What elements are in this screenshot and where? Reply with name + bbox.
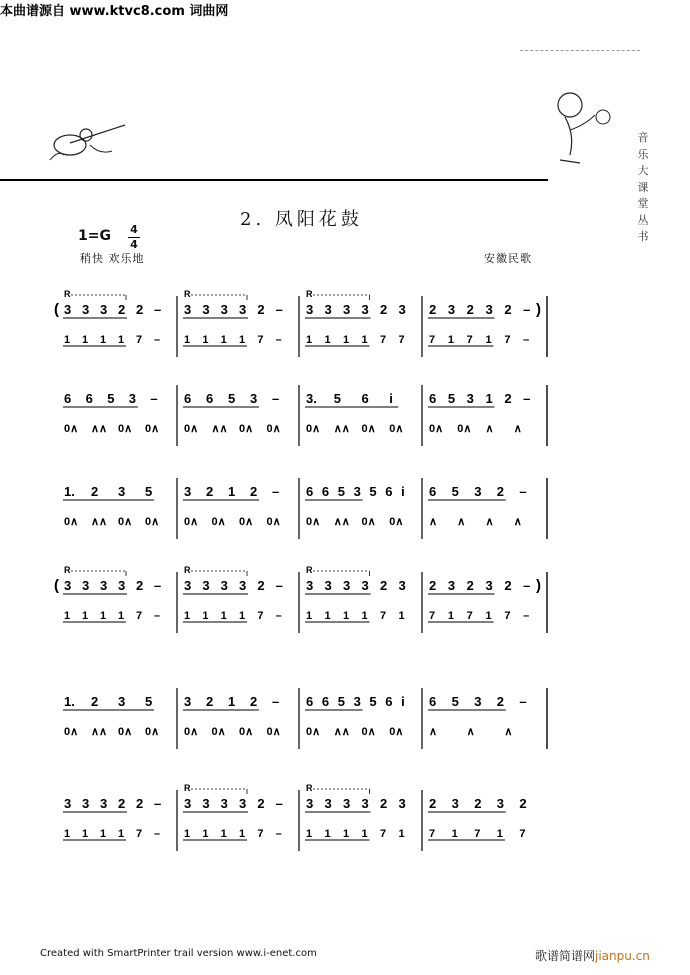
melody-note: – — [275, 302, 283, 317]
melody-note: 2 — [250, 694, 258, 709]
melody-note: 2 — [466, 302, 474, 317]
accomp-note: 0∧ — [389, 726, 404, 738]
melody-note: 3 — [474, 694, 482, 709]
accomp-note: – — [154, 828, 161, 840]
accomp-note: 1 — [100, 334, 107, 346]
melody-note: 6 — [361, 391, 369, 406]
accomp-note: ∧ — [466, 726, 475, 738]
accomp-note: 0∧ — [211, 726, 226, 738]
accomp-note: 1 — [447, 610, 454, 622]
melody-note: 6 — [385, 694, 393, 709]
accomp-note: 0∧ — [239, 516, 254, 528]
melody-note: 3 — [118, 694, 126, 709]
melody-note: 3 — [361, 578, 369, 593]
melody-note: – — [154, 302, 162, 317]
melody-note: 3 — [474, 484, 482, 499]
melody-note: 2 — [496, 484, 505, 499]
accomp-note: 1 — [239, 828, 246, 840]
melody-note: 3 — [184, 302, 192, 317]
melody-note: 3 — [239, 578, 247, 593]
accomp-note: – — [275, 828, 282, 840]
accomp-note: 0∧ — [429, 423, 444, 435]
r-label: R — [306, 289, 313, 299]
melody-note: 2 — [136, 578, 144, 593]
accomp-note: – — [523, 610, 530, 622]
melody-note: 3 — [343, 578, 351, 593]
accomp-note: ∧ — [429, 726, 438, 738]
melody-note: 6 — [321, 484, 330, 499]
melody-note: 5 — [447, 391, 456, 406]
melody-note: 3 — [250, 391, 258, 406]
melody-note: 2 — [257, 578, 265, 593]
melody-note: 2 — [466, 578, 474, 593]
melody-note: i — [401, 484, 405, 499]
melody-note: 6 — [321, 694, 330, 709]
melody-note: 3 — [82, 302, 90, 317]
accomp-note: 0∧ — [389, 423, 404, 435]
melody-note: 3 — [118, 484, 126, 499]
melody-note: 5 — [333, 391, 341, 406]
melody-note: 3. — [306, 391, 317, 406]
accomp-note: 1 — [451, 828, 458, 840]
accomp-note: 1 — [239, 334, 246, 346]
melody-note: 3 — [100, 796, 108, 811]
melody-note: 3 — [324, 578, 332, 593]
accomp-note: 1 — [361, 334, 368, 346]
accomp-note: 0∧ — [457, 423, 472, 435]
footer-credit: Created with SmartPrinter trail version www.i-enet.com — [40, 948, 317, 959]
accomp-note: – — [154, 610, 161, 622]
accomp-note: ∧ — [457, 516, 466, 528]
melody-note: 2 — [136, 796, 144, 811]
accomp-note: 0∧ — [306, 423, 321, 435]
accomp-note: 7 — [429, 334, 436, 346]
melody-note: 2 — [380, 796, 388, 811]
melody-note: 3 — [239, 302, 247, 317]
melody-note: – — [150, 391, 158, 406]
melody-note: 3 — [306, 302, 314, 317]
accomp-note: ∧ — [485, 516, 494, 528]
melody-note: 5 — [451, 694, 459, 709]
accomp-note: 1 — [361, 610, 368, 622]
melody-note: 1 — [485, 391, 493, 406]
accomp-note: 1 — [184, 610, 191, 622]
watermark-domain: jianpu.cn — [595, 949, 650, 963]
melody-note: 5 — [107, 391, 115, 406]
melody-note: 3 — [202, 796, 210, 811]
melody-note: 3 — [466, 391, 474, 406]
accomp-note: 7 — [398, 334, 405, 346]
accomp-note: 0∧ — [64, 423, 79, 435]
melody-note: 6 — [64, 391, 72, 406]
melody-note: 3 — [202, 578, 210, 593]
melody-note: 5 — [228, 391, 236, 406]
accomp-note: 7 — [136, 828, 143, 840]
accomp-note: ∧∧ — [333, 726, 350, 738]
accomp-note: 0∧ — [64, 726, 79, 738]
accomp-note: 1 — [343, 334, 350, 346]
melody-note: 3 — [485, 302, 493, 317]
repeat-open-bracket: ( — [54, 301, 59, 318]
melody-note: 3 — [485, 578, 493, 593]
time-signature-bottom: 4 — [130, 238, 138, 251]
melody-note: 3 — [447, 578, 456, 593]
accomp-note: ∧∧ — [91, 516, 108, 528]
melody-note: – — [154, 796, 162, 811]
watermark-prefix: 歌谱简谱网 — [535, 949, 596, 963]
melody-note: 5 — [369, 694, 377, 709]
accomp-note: 1 — [82, 610, 89, 622]
melody-note: – — [272, 484, 280, 499]
accomp-note: 0∧ — [145, 726, 160, 738]
accomp-note: 1 — [306, 334, 313, 346]
melody-note: 1 — [228, 694, 236, 709]
accomp-note: 1 — [82, 828, 89, 840]
melody-note: 3 — [239, 796, 247, 811]
melody-note: 6 — [429, 484, 437, 499]
accomp-note: 0∧ — [389, 516, 404, 528]
melody-note: 3 — [343, 796, 351, 811]
accomp-note: 7 — [466, 334, 473, 346]
accomp-note: 7 — [257, 610, 264, 622]
melody-note: 6 — [385, 484, 393, 499]
melody-note: 2 — [250, 484, 258, 499]
accomp-note: 1 — [239, 610, 246, 622]
melody-note: 3 — [324, 796, 332, 811]
accomp-note: 1 — [220, 334, 227, 346]
accomp-note: 1 — [496, 828, 503, 840]
melody-note: 2 — [519, 796, 527, 811]
key-signature: 1=G — [78, 228, 111, 244]
melody-note: 5 — [337, 484, 345, 499]
accomp-note: 7 — [380, 334, 387, 346]
melody-note: 2 — [380, 578, 388, 593]
melody-note: i — [401, 694, 405, 709]
melody-note: 3 — [100, 578, 108, 593]
melody-note: 3 — [398, 302, 406, 317]
song-title: 2. 凤阳花鼓 — [240, 209, 363, 230]
accomp-note: 7 — [429, 828, 436, 840]
accomp-note: 7 — [504, 334, 511, 346]
melody-note: 3 — [184, 484, 192, 499]
accomp-note: 1 — [306, 828, 313, 840]
accomp-note: 7 — [466, 610, 473, 622]
accomp-note: 7 — [136, 610, 143, 622]
melody-note: 2 — [206, 694, 214, 709]
accomp-note: 7 — [136, 334, 143, 346]
accomp-note: ∧∧ — [333, 423, 350, 435]
accomp-note: 1 — [324, 334, 331, 346]
melody-note: – — [272, 391, 280, 406]
melody-note: 2 — [504, 302, 512, 317]
melody-note: 3 — [324, 302, 332, 317]
accomp-note: 0∧ — [239, 726, 254, 738]
accomp-note: 7 — [380, 610, 387, 622]
melody-note: 2 — [504, 391, 512, 406]
melody-note: 3 — [361, 796, 369, 811]
melody-note: – — [523, 578, 531, 593]
r-label: R — [184, 783, 191, 793]
accomp-note: 1 — [64, 828, 71, 840]
accomp-note: 1 — [64, 610, 71, 622]
accomp-note: 1 — [343, 828, 350, 840]
accomp-note: 1 — [398, 828, 405, 840]
melody-note: 5 — [145, 694, 153, 709]
accomp-note: 0∧ — [118, 726, 133, 738]
accomp-note: 7 — [504, 610, 511, 622]
melody-note: 3 — [353, 694, 361, 709]
site-header: 本曲谱源自 www.ktvc8.com 词曲网 — [0, 4, 229, 19]
accomp-note: ∧∧ — [333, 516, 350, 528]
melody-note: 3 — [118, 578, 126, 593]
accomp-note: 0∧ — [266, 516, 281, 528]
melody-note: 6 — [184, 391, 192, 406]
melody-note: 3 — [451, 796, 459, 811]
accomp-note: 1 — [485, 334, 492, 346]
melody-note: 2 — [474, 796, 482, 811]
melody-note: i — [389, 391, 393, 406]
accomp-note: 1 — [184, 828, 191, 840]
accomp-note: 0∧ — [361, 423, 376, 435]
melody-note: 2 — [504, 578, 512, 593]
melody-note: – — [523, 391, 531, 406]
accomp-note: 0∧ — [306, 516, 321, 528]
melody-note: – — [154, 578, 162, 593]
accomp-note: 7 — [257, 828, 264, 840]
accomp-note: 1 — [361, 828, 368, 840]
accomp-note: 1 — [82, 334, 89, 346]
accomp-note: 1 — [184, 334, 191, 346]
accomp-note: 0∧ — [239, 423, 254, 435]
r-label: R — [64, 565, 71, 575]
melody-note: 3 — [447, 302, 456, 317]
melody-note: – — [275, 796, 283, 811]
melody-note: 6 — [306, 694, 314, 709]
accomp-note: 0∧ — [266, 423, 281, 435]
melody-note: 3 — [184, 694, 192, 709]
melody-note: 1. — [64, 694, 75, 709]
accomp-note: 1 — [398, 610, 405, 622]
melody-note: 3 — [496, 796, 505, 811]
melody-note: 2 — [429, 796, 437, 811]
accomp-note: 0∧ — [184, 423, 199, 435]
accomp-note: 1 — [324, 828, 331, 840]
accomp-note: ∧ — [504, 726, 513, 738]
melody-note: 3 — [64, 796, 72, 811]
melody-note: 2 — [91, 484, 99, 499]
melody-note: 5 — [369, 484, 377, 499]
accomp-note: 1 — [306, 610, 313, 622]
accomp-note: 0∧ — [64, 516, 79, 528]
melody-note: 3 — [220, 302, 228, 317]
accomp-note: 7 — [519, 828, 526, 840]
melody-note: 3 — [220, 796, 228, 811]
accomp-note: 0∧ — [266, 726, 281, 738]
tempo-marking: 稍快 欢乐地 — [80, 252, 145, 265]
melody-note: 2 — [429, 302, 437, 317]
melody-note: 3 — [128, 391, 137, 406]
melody-note: 3 — [398, 578, 406, 593]
accomp-note: 1 — [220, 610, 227, 622]
melody-note: – — [523, 302, 531, 317]
melody-note: 6 — [206, 391, 214, 406]
melody-note: 6 — [429, 391, 437, 406]
melody-note: 3 — [398, 796, 406, 811]
accomp-note: 0∧ — [118, 423, 133, 435]
r-label: R — [64, 289, 71, 299]
melody-note: – — [272, 694, 280, 709]
accomp-note: ∧∧ — [91, 726, 108, 738]
melody-note: 2 — [136, 302, 144, 317]
accomp-note: 0∧ — [361, 516, 376, 528]
accomp-note: – — [523, 334, 530, 346]
r-label: R — [184, 289, 191, 299]
accomp-note: 0∧ — [118, 516, 133, 528]
accomp-note: 1 — [100, 610, 107, 622]
melody-note: 3 — [100, 302, 108, 317]
accomp-note: 1 — [324, 610, 331, 622]
series-title-vertical: 音乐大课堂丛书 — [637, 131, 649, 243]
melody-note: 2 — [496, 694, 505, 709]
accomp-note: 1 — [202, 828, 209, 840]
accomp-note: 0∧ — [184, 726, 199, 738]
melody-note: 3 — [202, 302, 210, 317]
accomp-note: 1 — [202, 610, 209, 622]
melody-note: 1 — [228, 484, 236, 499]
accomp-note: ∧∧ — [211, 423, 228, 435]
accomp-note: – — [275, 610, 282, 622]
accomp-note: 0∧ — [306, 726, 321, 738]
melody-note: 5 — [145, 484, 153, 499]
repeat-close-bracket: ) — [536, 577, 541, 594]
melody-note: 2 — [206, 484, 214, 499]
melody-note: 3 — [353, 484, 361, 499]
r-label: R — [306, 783, 313, 793]
melody-note: 2 — [257, 302, 265, 317]
song-origin: 安徽民歌 — [484, 252, 532, 265]
melody-note: 1. — [64, 484, 75, 499]
melody-note: 3 — [184, 578, 192, 593]
accomp-note: 0∧ — [361, 726, 376, 738]
accomp-note: 0∧ — [145, 423, 160, 435]
melody-note: 3 — [361, 302, 369, 317]
accomp-note: 7 — [380, 828, 387, 840]
melody-note: 3 — [82, 796, 90, 811]
melody-note: 3 — [343, 302, 351, 317]
accomp-note: 0∧ — [211, 516, 226, 528]
melody-note: 3 — [82, 578, 90, 593]
accomp-note: – — [275, 334, 282, 346]
melody-note: 5 — [337, 694, 345, 709]
accomp-note: ∧ — [513, 423, 522, 435]
melody-note: 2 — [429, 578, 437, 593]
melody-note: 3 — [306, 578, 314, 593]
r-label: R — [306, 565, 313, 575]
melody-note: 3 — [64, 302, 72, 317]
accomp-note: ∧ — [513, 516, 522, 528]
accomp-note: 1 — [118, 334, 125, 346]
accomp-note: ∧∧ — [91, 423, 108, 435]
accomp-note: 1 — [447, 334, 454, 346]
melody-note: 3 — [306, 796, 314, 811]
melody-note: 6 — [429, 694, 437, 709]
accomp-note: 1 — [100, 828, 107, 840]
accomp-note: 7 — [474, 828, 481, 840]
accomp-note: 7 — [257, 334, 264, 346]
melody-note: 3 — [64, 578, 72, 593]
accomp-note: 1 — [220, 828, 227, 840]
accomp-note: 1 — [118, 828, 125, 840]
watermark — [535, 947, 650, 964]
melody-note: – — [519, 484, 527, 499]
melody-note: 2 — [380, 302, 388, 317]
accomp-note: 0∧ — [184, 516, 199, 528]
melody-note: 2 — [257, 796, 265, 811]
melody-note: 3 — [184, 796, 192, 811]
accomp-note: 1 — [485, 610, 492, 622]
melody-note: 2 — [118, 302, 126, 317]
melody-note: 6 — [85, 391, 93, 406]
accomp-note: 1 — [118, 610, 125, 622]
time-signature-top: 4 — [130, 223, 138, 236]
accomp-note: – — [154, 334, 161, 346]
accomp-note: 1 — [202, 334, 209, 346]
accomp-note: ∧ — [485, 423, 494, 435]
melody-note: 2 — [91, 694, 99, 709]
r-label: R — [184, 565, 191, 575]
melody-note: – — [519, 694, 527, 709]
repeat-open-bracket: ( — [54, 577, 59, 594]
melody-note: 2 — [118, 796, 126, 811]
melody-note: 3 — [220, 578, 228, 593]
melody-note: – — [275, 578, 283, 593]
repeat-close-bracket: ) — [536, 301, 541, 318]
accomp-note: 7 — [429, 610, 436, 622]
accomp-note: ∧ — [429, 516, 438, 528]
melody-note: 6 — [306, 484, 314, 499]
accomp-note: 1 — [343, 610, 350, 622]
melody-note: 5 — [451, 484, 459, 499]
accomp-note: 1 — [64, 334, 71, 346]
accomp-note: 0∧ — [145, 516, 160, 528]
